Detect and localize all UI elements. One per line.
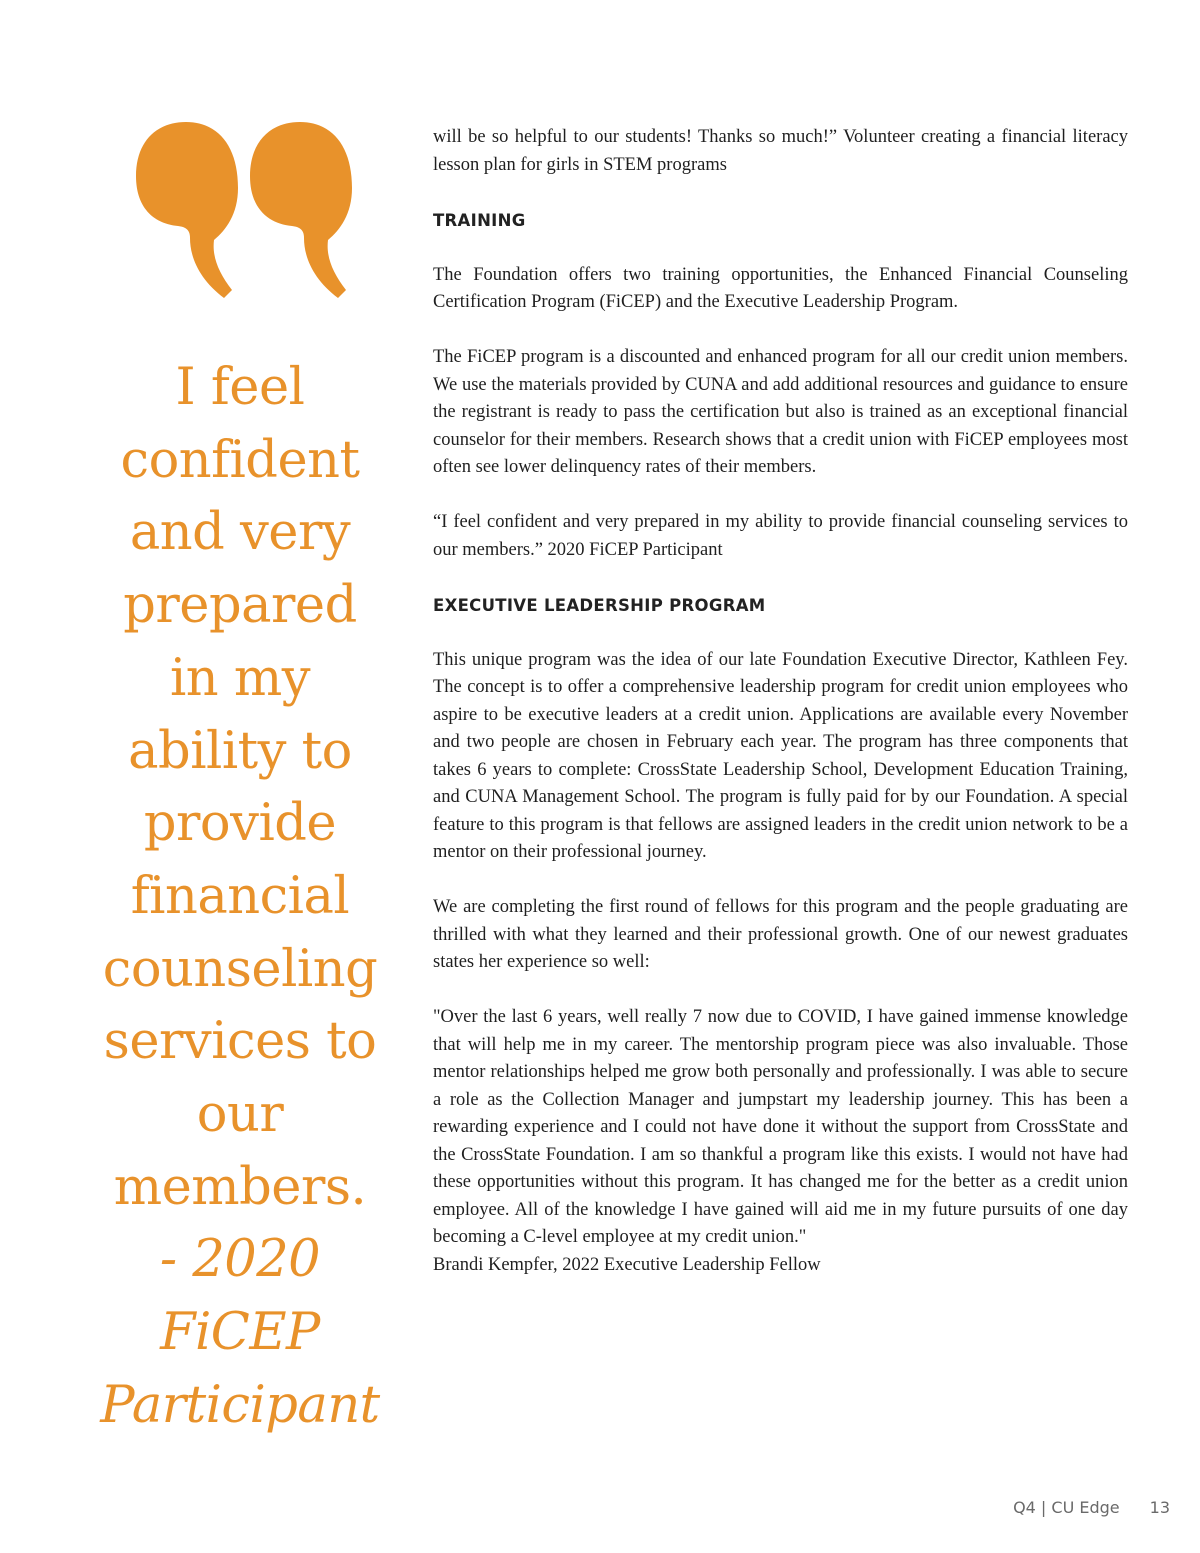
- article-body: [433, 124, 1128, 1279]
- page-number: 13: [1149, 1498, 1170, 1517]
- testimonial-attribution: Brandi Kempfer, 2022 Executive Leadership Fellow: [433, 1254, 821, 1275]
- executive-leadership-paragraph-2: We are completing the first round of fellows for this program and the people graduating are thrilled with what they learned and their professional growth. One of our newest graduates states her experience so well:: [433, 897, 1128, 972]
- quotation-mark-graphic: [134, 118, 354, 304]
- training-paragraph-2: The FiCEP program is a discounted and enhanced program for all our credit union members. We use the materials provided by CUNA and add additional resources and guidance to ensure the registrant is ready to pass the certification but also is trained as an exceptional financial counselor for their members. Research shows that a credit union with FiCEP employees most often see lower delinquency rates of their members.: [433, 347, 1128, 477]
- fellow-testimonial: "Over the last 6 years, well really 7 now due to COVID, I have gained immense knowledge that will help me in my career. The mentorship program piece was also invaluable. Those mentor relationships helped me grow both personally and professionally. I was able to secure a role as the Collection Manager and jumpstart my leadership journey. This has been a rewarding experience and I could not have done it without the support from CrossState and the CrossState Foundation. I am so thankful a program like this exists. I would not have had these opportunities without this program. It has changed me for the better as a credit union employee. All of the knowledge I have gained will aid me in my future pursuits of one day becoming a C-level employee at my credit union.": [433, 1007, 1128, 1247]
- executive-leadership-paragraph-1: This unique program was the idea of our late Foundation Executive Director, Kathleen Fey. The concept is to offer a comprehensive leadership program for credit union employees who aspire to be executive leaders at a credit union. Applications are available every November and two people are chosen in February each year. The program has three components that takes 6 years to complete: CrossState Leadership School, Development Education Training, and CUNA Management School. The program is fully paid for by our Foundation. A special feature to this program is that fellows are assigned leaders in the credit union network to be a mentor on their professional journey.: [433, 649, 1128, 862]
- page-footer: [1013, 1498, 1170, 1517]
- executive-leadership-heading: EXECUTIVE LEADERSHIP PROGRAM: [433, 595, 766, 615]
- training-heading: TRAINING: [433, 210, 526, 230]
- pull-quote-text: I feel confident and very prepared in my ability to provide financial counseling services to our members.: [102, 358, 378, 1217]
- pull-quote-attribution: - 2020 FiCEP Participant: [100, 1230, 380, 1435]
- quotation-mark-icon: [134, 118, 354, 304]
- publication-name: Q4 | CU Edge: [1013, 1498, 1120, 1517]
- intro-continuation: will be so helpful to our students! Thanks so much!” Volunteer creating a financial literacy lesson plan for girls in STEM programs: [433, 127, 1128, 175]
- training-quote: “I feel confident and very prepared in my ability to provide financial counseling services to our members.” 2020 FiCEP Participant: [433, 512, 1128, 560]
- pull-quote: [92, 352, 388, 1443]
- training-paragraph-1: The Foundation offers two training opportunities, the Enhanced Financial Counseling Certification Program (FiCEP) and the Executive Leadership Program.: [433, 264, 1128, 312]
